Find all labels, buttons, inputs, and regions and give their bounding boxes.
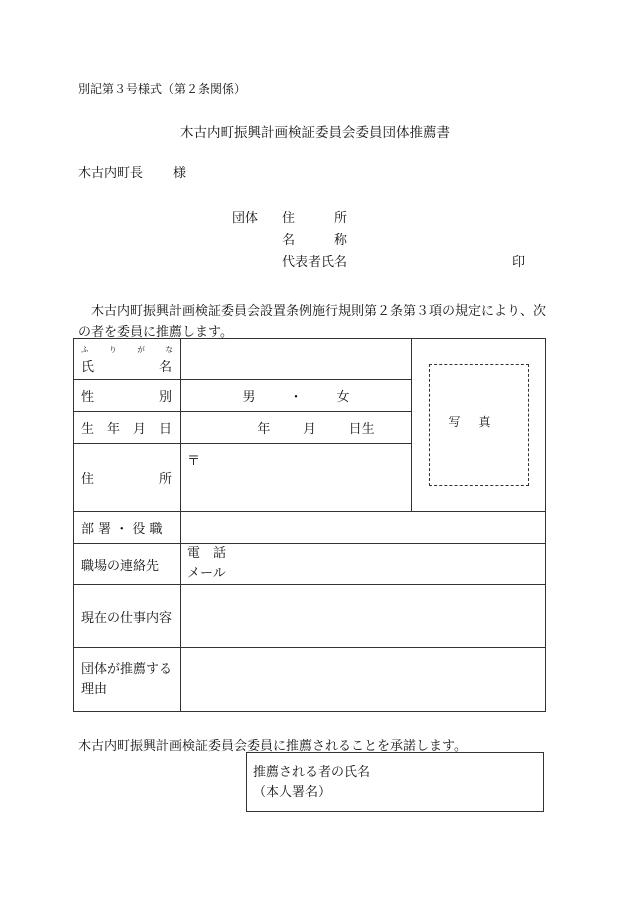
current-work-value-cell[interactable] (181, 585, 546, 648)
name-label-cell (74, 339, 181, 380)
dob-year: 年 (257, 422, 271, 437)
label-char: 氏 (81, 359, 95, 375)
addressee (78, 162, 186, 181)
department-label: 部 署 ・ 役 職 (74, 512, 181, 544)
consent-statement: 木古内町振興計画検証委員会委員に推薦されることを承諾します。 (78, 739, 467, 754)
name-row (74, 339, 546, 380)
contact-label: 職場の連絡先 (74, 544, 181, 585)
furigana-char: な (165, 344, 173, 354)
furigana-label (81, 344, 173, 355)
current-work-row (74, 585, 546, 648)
label-char: 年 (106, 422, 120, 437)
dob-label-cell (74, 412, 181, 444)
signature-box[interactable] (246, 752, 544, 812)
nominee-table (73, 338, 546, 712)
label-char: 性 (81, 390, 95, 405)
furigana-char: ふ (81, 344, 89, 354)
address-label-cell (74, 444, 181, 512)
gender-female[interactable]: 女 (336, 390, 350, 405)
address-value-cell[interactable] (181, 444, 412, 512)
dob-day: 日生 (348, 422, 375, 437)
label-char: 住 (81, 472, 95, 487)
reason-row (74, 648, 546, 712)
gender-male[interactable]: 男 (242, 390, 256, 405)
contact-row (74, 544, 546, 585)
organization-address-label: 住 所 (282, 211, 348, 226)
department-row (74, 512, 546, 544)
gender-value-cell[interactable] (181, 380, 412, 412)
name-value-cell[interactable] (181, 339, 412, 380)
furigana-char: り (109, 344, 117, 354)
label-char: 日 (158, 422, 172, 437)
document-title: 木古内町振興計画検証委員会委員団体推薦書 (180, 125, 450, 141)
department-value-cell[interactable] (181, 512, 546, 544)
photo-cell (412, 339, 546, 512)
form-number-label: 別記第３号様式（第２条関係） (78, 82, 247, 96)
organization-name-label: 名 称 (282, 233, 348, 248)
label-char: 生 (81, 422, 95, 437)
current-work-label: 現在の仕事内容 (74, 585, 181, 648)
reason-label-cell (74, 648, 181, 712)
photo-placeholder[interactable] (429, 364, 529, 486)
gender-label-cell (74, 380, 181, 412)
postal-mark: 〒 (187, 454, 201, 469)
photo-label: 写真 (448, 415, 509, 429)
gender-separator: ・ (289, 390, 303, 405)
organization-label: 団体 (232, 211, 259, 226)
label-char: 月 (132, 422, 146, 437)
reason-label-line1: 団体が推薦する (81, 661, 173, 677)
label-char: 名 (158, 359, 172, 375)
furigana-char: が (137, 344, 145, 354)
intro-paragraph: 木古内町振興計画検証委員会設置条例施行規則第２条第３項の規定により、次の者を委員に推薦します。 (78, 304, 547, 340)
label-char: 別 (158, 390, 172, 405)
contact-value-cell[interactable] (181, 544, 546, 585)
dob-value-cell[interactable] (181, 412, 412, 444)
addressee-honorific: 様 (173, 166, 187, 181)
reason-label-line2: 理由 (81, 681, 108, 697)
seal-mark: 印 (512, 255, 526, 270)
addressee-name: 木古内町長 (78, 166, 144, 181)
representative-name-label: 代表者氏名 (282, 255, 348, 270)
dob-month: 月 (302, 422, 316, 437)
signature-label: 推薦される者の氏名 (253, 765, 371, 780)
reason-value-cell[interactable] (181, 648, 546, 712)
label-char: 所 (158, 472, 172, 487)
signature-note: （本人署名） (253, 785, 332, 800)
name-label (81, 356, 180, 375)
phone-label: 電 話 (187, 546, 227, 561)
email-label: メール (187, 566, 226, 581)
